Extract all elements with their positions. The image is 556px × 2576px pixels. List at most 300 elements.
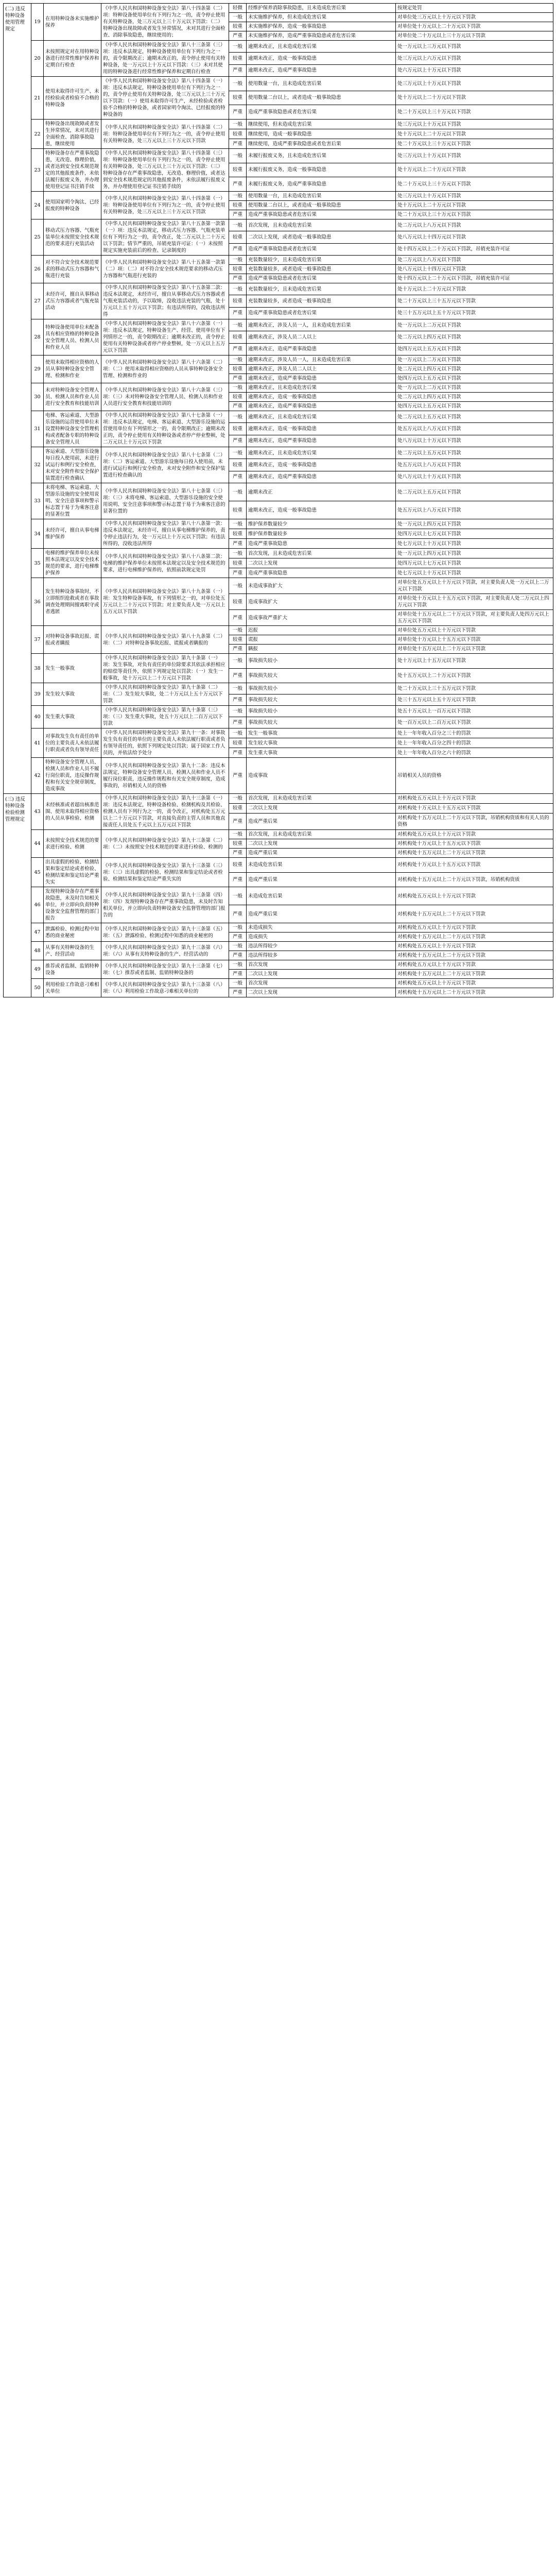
circumstance-cell: 发生重大事故	[247, 748, 396, 758]
circumstance-cell: 二次以上发现	[247, 988, 396, 997]
level-cell: 严重	[229, 668, 247, 683]
level-cell: 严重	[229, 568, 247, 578]
level-cell: 较重	[229, 803, 247, 813]
level-cell: 一般	[229, 355, 247, 365]
level-cell: 严重	[229, 64, 247, 76]
table-row	[4, 411, 553, 423]
circumstance-cell: 造成严重事故隐患或者危害后果	[247, 274, 396, 283]
circumstance-cell: 逾期未改正，涉及人员一人，且未造成危害后果	[247, 355, 396, 365]
level-cell: 较重	[229, 558, 247, 568]
penalty-standard-cell: 处二万元以上四万元以下罚款	[396, 393, 553, 402]
number-cell: 50	[31, 979, 44, 997]
penalty-standard-cell: 对单位处十五万元以上二十万元以下罚款，对主要负责人处四万元以上五万元以下罚款	[396, 610, 553, 626]
circumstance-cell: 逾期未改正，造成一般事故隐患	[247, 423, 396, 435]
penalty-standard-cell: 处二十万元以上三十万元以下罚款	[396, 139, 553, 149]
circumstance-cell: 二次以上发现	[247, 970, 396, 979]
penalty-standard-cell: 处上一年年收入百分之四十的罚款	[396, 738, 553, 748]
level-cell: 较重	[229, 53, 247, 64]
legal-basis-cell: 《中华人民共和国特种设备安全法》第八十四条第（二）项：特种设备使用单位有下列行为之一的，责令停止使用有关特种设备，处三万元以上三十万元以下罚款：（二）特种设备出现故障或者发生异常情况，未对其进行全面检查、消除事故隐患，继续使用的；	[101, 4, 229, 41]
circumstance-cell: 逾期未改正，且未造成危害后果	[247, 411, 396, 423]
penalty-standard-cell: 处三万元以上十万元以下罚款	[396, 77, 553, 91]
violation-cell: 未经许可，擅自从事电梯维护保养	[44, 519, 101, 549]
number-cell: 33	[31, 483, 44, 519]
circumstance-cell: 使用数量二台以上，或者造成一般事故隐患	[247, 201, 396, 210]
violation-cell: 客运索道、大型游乐设施每日投入使用前，未进行试运行和例行安全检查，未对安全附件和安全保护装置进行检查确认	[44, 447, 101, 483]
circumstance-cell: 未实施维护保养，造成一般事故隐患	[247, 22, 396, 31]
circumstance-cell: 造成事故	[247, 758, 396, 794]
number-cell: 37	[31, 626, 44, 654]
number-cell: 36	[31, 578, 44, 626]
penalty-standard-cell: 处八万元以上十四万元以下罚款	[396, 265, 553, 274]
penalty-standard-cell: 处三万元以上十万元以下罚款	[396, 120, 553, 129]
circumstance-cell: 未实施维护保养，但未造成危害后果	[247, 13, 396, 22]
circumstance-cell: 未造成事故扩大	[247, 578, 396, 594]
table-row	[4, 979, 553, 988]
penalty-standard-cell: 处八万元以上十万元以下罚款	[396, 435, 553, 447]
table-row	[4, 483, 553, 501]
penalty-standard-cell: 处十万元以上二十万元以下罚款	[396, 283, 553, 295]
violation-cell: 电梯、客运索道、大型游乐设施的运营使用单位未设置特种设备安全管理机构或者配备专职的特种设备安全管理人员	[44, 411, 101, 447]
table-row	[4, 706, 553, 717]
penalty-standard-cell: 对单位处十万元以上二十万元以下罚款	[396, 22, 553, 31]
table-row	[4, 923, 553, 933]
penalty-standard-cell: 处一万元以上三万元以下罚款	[396, 41, 553, 53]
level-cell: 严重	[229, 31, 247, 41]
penalty-standard-cell: 对单位处三万元以上十万元以下罚款	[396, 13, 553, 22]
level-cell: 较重	[229, 22, 247, 31]
legal-basis-cell: 《中华人民共和国特种设备安全法》第八十八条第一款：违反本法规定，未经许可，擅自从事电梯维护保养的，责令停止违法行为，处一万元以上十万元以下罚款；有违法所得的，没收违法所得	[101, 519, 229, 549]
level-cell: 一般	[229, 942, 247, 951]
circumstance-cell: 造成严重事故隐患	[247, 539, 396, 549]
level-cell: 较重	[229, 393, 247, 402]
level-cell: 一般	[229, 706, 247, 717]
number-cell: 44	[31, 830, 44, 858]
legal-basis-cell: 《中华人民共和国特种设备安全法》第八十四条第（三）项：特种设备使用单位有下列行为之一的，责令停止使用有关特种设备，处三万元以上三十万元以下罚款：（三）特种设备存在严重事故隐患，无改造、修理价值，或者达到安全技术规范规定的其他报废条件，未依法履行报废义务，并办理使用登记证书注销手续的	[101, 149, 229, 192]
penalty-standard-cell: 处二万元以上五万元以下罚款	[396, 447, 553, 459]
number-cell: 21	[31, 77, 44, 120]
level-cell: 一般	[229, 149, 247, 163]
level-cell: 严重	[229, 610, 247, 626]
penalty-standard-cell: 处二万元以上五万元以下罚款	[396, 483, 553, 501]
violation-cell: 使用国家明令淘汰、已经报废的特种设备	[44, 192, 101, 219]
level-cell: 严重	[229, 402, 247, 411]
penalty-standard-cell: 处十四万元以上二十万元以下罚款，吊销充装许可证	[396, 274, 553, 283]
penalty-standard-cell: 处八万元以上十四万元以下罚款	[396, 231, 553, 243]
level-cell: 较重	[229, 201, 247, 210]
number-cell: 27	[31, 283, 44, 319]
penalty-standard-cell: 处三万元以上六万元以下罚款	[396, 53, 553, 64]
penalty-standard-cell: 对单位处十万元以上十五万元以下罚款，对主要负责人处二万元以上四万元以下罚款	[396, 594, 553, 610]
level-cell: 严重	[229, 210, 247, 219]
legal-basis-cell: 《中华人民共和国特种设备安全法》第八十七条第（三）项：（三）未将电梯、客运索道、大型游乐设施的安全使用说明、安全注意事项和警示标志置于易于为乘客注意的显著位置的	[101, 483, 229, 519]
violation-cell: 对不符合安全技术规范要求的移动式压力容器和气瓶进行充装	[44, 256, 101, 283]
circumstance-cell: 事故损失较大	[247, 717, 396, 728]
circumstance-cell: 使用数量二台以上，或者造成一般事故隐患	[247, 91, 396, 105]
circumstance-cell: 逾期未改正，涉及人员二人以上	[247, 331, 396, 343]
legal-basis-cell: 《中华人民共和国特种设备安全法》第八十五条第一款第（二）项：（二）对不符合安全技术规范要求的移动式压力容器和气瓶进行充装的	[101, 256, 229, 283]
penalty-standard-cell: 对机构处十万元以上十五万元以下罚款	[396, 839, 553, 849]
circumstance-cell: 维护保养数量较少	[247, 519, 396, 529]
legal-basis-cell: 《中华人民共和国特种设备安全法》第八十四条第（二）项：特种设备使用单位有下列行为之一的，责令停止使用有关特种设备，处三万元以上三十万元以下罚款	[101, 120, 229, 149]
violation-cell: 特种设备安全管理人员、检测人员和作业人员不履行岗位职责，违反操作规程和有关安全规章制度，造成事故	[44, 758, 101, 794]
circumstance-cell: 未履行报废义务，造成一般事故隐患	[247, 163, 396, 177]
level-cell: 严重	[229, 758, 247, 794]
level-cell: 严重	[229, 717, 247, 728]
penalty-standard-cell: 处三十五万元以上五十万元以下罚款	[396, 694, 553, 706]
table-row	[4, 578, 553, 594]
penalty-standard-cell: 对机构处十五万元以上二十万元以下罚款	[396, 933, 553, 942]
penalty-standard-cell: 处一万元以上四万元以下罚款	[396, 549, 553, 558]
violation-cell: 使用未取得许可生产、未经检验或者检验不合格的特种设备	[44, 77, 101, 120]
circumstance-cell: 继续使用，但未造成危害后果	[247, 120, 396, 129]
level-cell: 一般	[229, 256, 247, 265]
penalty-standard-cell: 对机构处十万元以上十五万元以下罚款	[396, 803, 553, 813]
penalty-standard-cell: 处十五万元以上二十万元以下罚款	[396, 668, 553, 683]
circumstance-cell: 造成事故严重扩大	[247, 610, 396, 626]
violation-cell: 特种设备出现故障或者发生异常情况，未对其进行全面检查、消除事故隐患，继续使用	[44, 120, 101, 149]
penalty-standard-cell: 处二十万元以上三十五万元以下罚款	[396, 683, 553, 694]
legal-basis-cell: 《中华人民共和国特种设备安全法》第九十三条第（四）项：（四）发现特种设备存在严重事故隐患，未及时告知相关单位，并立即向负责特种设备安全监督管理的部门报告的	[101, 887, 229, 923]
table-row	[4, 283, 553, 295]
level-cell: 较重	[229, 635, 247, 645]
level-cell: 严重	[229, 645, 247, 654]
number-cell: 34	[31, 519, 44, 549]
table-row	[4, 447, 553, 459]
level-cell: 严重	[229, 307, 247, 319]
table-row	[4, 256, 553, 265]
table-row	[4, 887, 553, 905]
violation-cell: 使用未取得相应资格的人员从事特种设备安全管理、检测和作业	[44, 355, 101, 383]
table-row	[4, 120, 553, 129]
level-cell: 严重	[229, 243, 247, 255]
penalty-standard-cell: 处上一年年收入百分之三十的罚款	[396, 728, 553, 738]
circumstance-cell: 逾期未改正，造成一般事故隐患	[247, 501, 396, 519]
penalty-standard-cell: 处二万元以上四万元以下罚款	[396, 365, 553, 374]
penalty-standard-cell: 对机构处五万元以上十万元以下罚款	[396, 794, 553, 804]
circumstance-cell: 事故损失较大	[247, 668, 396, 683]
number-cell: 32	[31, 447, 44, 483]
level-cell: 严重	[229, 105, 247, 120]
legal-basis-cell: 《中华人民共和国特种设备安全法》第九十三条第（五）项：（五）泄露检验、检测过程中知悉的商业秘密的	[101, 923, 229, 942]
violation-cell: 对特种设备事故迟报、谎报或者瞒报	[44, 626, 101, 654]
level-cell: 较重	[229, 459, 247, 471]
level-cell: 一般	[229, 683, 247, 694]
penalty-standard-cell: 处四万元以上七万元以下罚款	[396, 558, 553, 568]
circumstance-cell: 充装数量较多，或者造成一般事故隐患	[247, 295, 396, 307]
level-cell: 较重	[229, 529, 247, 539]
number-cell: 28	[31, 319, 44, 355]
circumstance-cell: 事故损失较小	[247, 654, 396, 669]
number-cell: 43	[31, 794, 44, 830]
number-cell: 48	[31, 942, 44, 960]
penalty-standard-cell: 处三万元以上十万元以下罚款	[396, 149, 553, 163]
table-row	[4, 654, 553, 669]
violation-cell: 未对特种设备安全管理人员、检测人员和作业人员进行安全教育和技能培训	[44, 383, 101, 411]
level-cell: 较重	[229, 163, 247, 177]
circumstance-cell: 充装数量较少，且未造成危害后果	[247, 283, 396, 295]
circumstance-cell: 逾期未改正，且未造成危害后果	[247, 41, 396, 53]
number-cell: 39	[31, 683, 44, 706]
penalty-standard-cell: 处二十万元以上三十五万元以下罚款	[396, 295, 553, 307]
penalty-standard-cell: 处一百万元以上二百万元以下罚款	[396, 717, 553, 728]
legal-basis-cell: 《中华人民共和国特种设备安全法》第九十一条：对事故发生负有责任的单位的主要负责人未依法履行职责或者负有领导责任的，依照下列规定处以罚款；属于国家工作人员的，并依法给予处分	[101, 728, 229, 758]
circumstance-cell: 首次发现，且未造成危害后果	[247, 794, 396, 804]
level-cell: 严重	[229, 933, 247, 942]
penalty-standard-cell: 处三万元以上十万元以下罚款	[396, 192, 553, 201]
table-row	[4, 4, 553, 13]
violation-cell: 发生重大事故	[44, 706, 101, 728]
penalty-standard-cell: 处五十万元以上一百万元以下罚款	[396, 706, 553, 717]
level-cell: 一般	[229, 120, 247, 129]
circumstance-cell: 使用数量一台，且未造成危害后果	[247, 77, 396, 91]
penalty-standard-cell: 对机构处十五万元以上二十万元以下罚款	[396, 951, 553, 960]
circumstance-cell: 造成严重事故隐患或者危害后果	[247, 210, 396, 219]
level-cell: 一般	[229, 41, 247, 53]
legal-basis-cell: 《中华人民共和国特种设备安全法》第八十五条第二款：违反本法规定，未经许可，擅自从事移动式压力容器或者气瓶充装活动的，予以取缔，没收违法充装的气瓶，处十万元以上五十万元以下罚款；有违法所得的，没收违法所得	[101, 283, 229, 319]
circumstance-cell: 逾期未改正，造成严重事故隐患	[247, 343, 396, 355]
penalty-discretion-table	[3, 3, 553, 997]
circumstance-cell: 经维护保养消除事故隐患，且未造成危害后果	[247, 4, 396, 13]
legal-basis-cell: 《中华人民共和国特种设备安全法》第九十三条第（三）项：（三）出具虚假的检验、检测结果和鉴定结论或者检验、检测结果和鉴定结论严重失实的	[101, 858, 229, 887]
penalty-standard-cell: 对机构处十五万元以上二十万元以下罚款	[396, 849, 553, 858]
circumstance-cell: 逾期未改正，造成一般事故隐患	[247, 393, 396, 402]
violation-cell: 未按照安全技术规范的要求进行检验、检测	[44, 830, 101, 858]
circumstance-cell: 逾期未改正，造成一般事故隐患	[247, 53, 396, 64]
circumstance-cell: 逾期未改正	[247, 483, 396, 501]
table-row	[4, 626, 553, 635]
penalty-standard-cell: 处四万元以上七万元以下罚款	[396, 529, 553, 539]
circumstance-cell: 二次以上发现	[247, 839, 396, 849]
circumstance-cell: 首次发现，且未造成危害后果	[247, 830, 396, 839]
table-row	[4, 41, 553, 53]
level-cell: 一般	[229, 979, 247, 988]
circumstance-cell: 造成严重后果	[247, 905, 396, 923]
level-cell: 一般	[229, 447, 247, 459]
penalty-standard-cell: 处七万元以上十万元以下罚款	[396, 568, 553, 578]
violation-cell: 推荐或者监制、监销特种设备	[44, 960, 101, 979]
table-row	[4, 519, 553, 529]
table-body	[4, 4, 553, 997]
violation-cell: 在用特种设备未实施维护保养	[44, 4, 101, 41]
penalty-standard-cell: 处十万元以上二十万元以下罚款	[396, 91, 553, 105]
circumstance-cell: 首次发现	[247, 979, 396, 988]
table-row	[4, 149, 553, 163]
circumstance-cell: 未造成危害后果	[247, 858, 396, 873]
penalty-standard-cell: 对机构处五万元以上十万元以下罚款	[396, 887, 553, 905]
level-cell: 严重	[229, 177, 247, 192]
table-row	[4, 383, 553, 393]
penalty-standard-cell: 对机构处五万元以上十万元以下罚款	[396, 923, 553, 933]
level-cell: 较重	[229, 365, 247, 374]
circumstance-cell: 逾期未改正，造成严重事故隐患	[247, 471, 396, 483]
violation-cell: 从事有关特种设备的生产、经营活动	[44, 942, 101, 960]
penalty-standard-cell: 处八万元以上十万元以下罚款	[396, 471, 553, 483]
circumstance-cell: 事故损失较小	[247, 683, 396, 694]
circumstance-cell: 造成严重后果	[247, 849, 396, 858]
violation-cell: 特种设备存在严重事故隐患，无改造、修理价值，或者达到安全技术规范规定的其他报废条件，未依法履行报废义务，并办理使用登记证书注销手续	[44, 149, 101, 192]
level-cell: 严重	[229, 951, 247, 960]
level-cell: 一般	[229, 192, 247, 201]
circumstance-cell: 违法所得较多	[247, 951, 396, 960]
circumstance-cell: 事故损失较小	[247, 706, 396, 717]
penalty-standard-cell: 处二万元以上五万元以下罚款	[396, 411, 553, 423]
legal-basis-cell: 《中华人民共和国特种设备安全法》第八十九条第（二）项：（二）对特种设备事故迟报、谎报或者瞒报的	[101, 626, 229, 654]
table-row	[4, 728, 553, 738]
penalty-standard-cell: 处一万元以上二万元以下罚款	[396, 319, 553, 331]
level-cell: 一般	[229, 923, 247, 933]
circumstance-cell: 造成损失	[247, 933, 396, 942]
level-cell: 较重	[229, 231, 247, 243]
violation-cell: 对事故发生负有责任的单位的主要负责人未依法履行职责或者负有领导责任	[44, 728, 101, 758]
number-cell: 49	[31, 960, 44, 979]
level-cell: 一般	[229, 654, 247, 669]
level-cell: 严重	[229, 849, 247, 858]
penalty-standard-cell: 对单位处十五万元以上二十万元以下罚款	[396, 645, 553, 654]
penalty-standard-cell: 处二万元以上八万元以下罚款	[396, 256, 553, 265]
circumstance-cell: 事故损失较大	[247, 694, 396, 706]
circumstance-cell: 继续使用，造成严重事故隐患或者危害后果	[247, 139, 396, 149]
penalty-standard-cell: 对机构处十五万元以上二十万元以下罚款	[396, 988, 553, 997]
level-cell: 较重	[229, 423, 247, 435]
circumstance-cell: 逾期未改正，涉及人员一人，且未造成危害后果	[247, 319, 396, 331]
circumstance-cell: 使用数量一台，且未造成危害后果	[247, 192, 396, 201]
legal-basis-cell: 《中华人民共和国特种设备安全法》第九十条第（三）项：（三）发生重大事故，处五十万元以上二百万元以下罚款	[101, 706, 229, 728]
violation-cell: 未将电梯、客运索道、大型游乐设施的安全使用说明、安全注意事项和警示标志置于易于为乘客注意的显著位置	[44, 483, 101, 519]
number-cell: 19	[31, 4, 44, 41]
circumstance-cell: 造成严重后果	[247, 872, 396, 887]
circumstance-cell: 逾期未改正，造成严重事故隐患	[247, 64, 396, 76]
table-row	[4, 319, 553, 331]
circumstance-cell: 造成严重事故隐患或者危害后果	[247, 105, 396, 120]
circumstance-cell: 逾期未改正，造成严重事故隐患	[247, 402, 396, 411]
penalty-standard-cell: 对机构处五万元以上十万元以下罚款	[396, 960, 553, 970]
table-row	[4, 830, 553, 839]
circumstance-cell: 二次以上发现，或者造成一般事故隐患	[247, 231, 396, 243]
circumstance-cell: 首次发现，且未造成危害后果	[247, 219, 396, 231]
circumstance-cell: 逾期未改正，涉及人员二人以上	[247, 365, 396, 374]
circumstance-cell: 发生较大事故	[247, 738, 396, 748]
penalty-standard-cell: 对单位处五万元以上十万元以下罚款，对主要负责人处一万元以上二万元以下罚款	[396, 578, 553, 594]
table-row	[4, 355, 553, 365]
level-cell: 一般	[229, 219, 247, 231]
level-cell: 较重	[229, 331, 247, 343]
table-row	[4, 758, 553, 794]
violation-cell: 电梯的维护保养单位未按照本法规定以及安全技术规范的要求，进行电梯维护保养	[44, 549, 101, 578]
circumstance-cell: 未实施维护保养，造成严重事故隐患或者危害后果	[247, 31, 396, 41]
penalty-standard-cell: 按规定处罚	[396, 4, 553, 13]
level-cell: 严重	[229, 905, 247, 923]
penalty-standard-cell: 处十万元以上十五万元以下罚款	[396, 654, 553, 669]
level-cell: 一般	[229, 283, 247, 295]
level-cell: 严重	[229, 274, 247, 283]
circumstance-cell: 首次发现，且未造成危害后果	[247, 549, 396, 558]
level-cell: 严重	[229, 872, 247, 887]
circumstance-cell: 逾期未改正，造成一般事故隐患	[247, 459, 396, 471]
penalty-standard-cell: 对机构处五万元以上十万元以下罚款	[396, 830, 553, 839]
level-cell: 严重	[229, 970, 247, 979]
table-row	[4, 77, 553, 91]
level-cell: 一般	[229, 626, 247, 635]
number-cell: 20	[31, 41, 44, 77]
penalty-standard-cell: 处一万元以上四万元以下罚款	[396, 519, 553, 529]
legal-basis-cell: 《中华人民共和国特种设备安全法》第八十九条第（一）项：发生特种设备事故，有下列情形之一的，对单位处五万元以上二十万元以下罚款；对主要负责人处一万元以上五万元以下罚款	[101, 578, 229, 626]
number-cell: 24	[31, 192, 44, 219]
penalty-standard-cell: 处十四万元以上二十万元以下罚款，吊销充装许可证	[396, 243, 553, 255]
level-cell: 严重	[229, 813, 247, 829]
penalty-standard-cell: 处六万元以上十万元以下罚款	[396, 64, 553, 76]
circumstance-cell: 造成严重事故隐患或者危害后果	[247, 307, 396, 319]
table-row	[4, 960, 553, 970]
number-cell: 29	[31, 355, 44, 383]
penalty-standard-cell: 对机构处五万元以上十万元以下罚款	[396, 942, 553, 951]
penalty-standard-cell: 对机构处十五万元以上二十万元以下罚款	[396, 905, 553, 923]
circumstance-cell: 逾期未改正，造成严重事故隐患	[247, 374, 396, 383]
circumstance-cell: 逾期未改正，且未造成危害后果	[247, 447, 396, 459]
circumstance-cell: 二次以上发现	[247, 558, 396, 568]
legal-basis-cell: 《中华人民共和国特种设备安全法》第八十六条第（二）项：（二）使用未取得相应资格的人员从事特种设备安全管理、检测和作业的	[101, 355, 229, 383]
legal-basis-cell: 《中华人民共和国特种设备安全法》第九十条第（二）项：（二）发生较大事故，处二十万元以上五十万元以下罚款	[101, 683, 229, 706]
penalty-standard-cell: 对单位处五万元以上十万元以下罚款	[396, 626, 553, 635]
circumstance-cell: 未履行报废义务，且未造成危害后果	[247, 149, 396, 163]
legal-basis-cell: 《中华人民共和国特种设备安全法》第八十六条第（一）项：违反本法规定，特种设备生产、经营、使用单位有下列情形之一的，责令限期改正；逾期未改正的，责令停止使用有关特种设备或者停产停业整顿，处一万元以上五万元以下罚款	[101, 319, 229, 355]
number-cell: 31	[31, 411, 44, 447]
category-cell: (二) 违反特种设备使用管理规定	[4, 4, 31, 794]
penalty-standard-cell: 处二万元以上八万元以下罚款	[396, 219, 553, 231]
level-cell: 一般	[229, 960, 247, 970]
circumstance-cell: 瞒报	[247, 645, 396, 654]
number-cell: 23	[31, 149, 44, 192]
circumstance-cell: 造成严重事故隐患	[247, 568, 396, 578]
circumstance-cell: 违法所得较少	[247, 942, 396, 951]
legal-basis-cell: 《中华人民共和国特种设备安全法》第九十三条第（一）项：违反本法规定，特种设备检验、检测机构及其检验、检测人员有下列行为之一的，责令改正，对机构处五万元以上二十万元以下罚款，对直接负责的主管人员和其他直接责任人员处五千元以上五万元以下罚款	[101, 794, 229, 830]
level-cell: 较重	[229, 839, 247, 849]
level-cell: 较重	[229, 501, 247, 519]
legal-basis-cell: 《中华人民共和国特种设备安全法》第八十四条第（一）项：违反本法规定，特种设备使用单位有下列行为之一的，责令停止使用有关特种设备，处三万元以上三十万元以下罚款：（一）使用未取得许可生产，未经检验或者检验不合格的特种设备，或者国家明令淘汰、已经报废的特种设备的	[101, 77, 229, 120]
table-row	[4, 549, 553, 558]
legal-basis-cell: 《中华人民共和国特种设备安全法》第九十条第（一）项：发生事故，对负有责任的单位除要求其依法承担相应的赔偿等责任外，依照下列规定处以罚款：（一）发生一般事故，处十万元以上二十万元以下罚款	[101, 654, 229, 683]
legal-basis-cell: 《中华人民共和国特种设备安全法》第八十六条第（三）项：（三）未对特种设备安全管理人员、检测人员和作业人员进行安全教育和技能培训的	[101, 383, 229, 411]
violation-cell: 利用检验工作故意刁难相关单位	[44, 979, 101, 997]
circumstance-cell: 充装数量较多，或者造成一般事故隐患	[247, 265, 396, 274]
circumstance-cell: 未造成危害后果	[247, 887, 396, 905]
level-cell: 严重	[229, 435, 247, 447]
number-cell: 22	[31, 120, 44, 149]
penalty-standard-cell: 处十万元以上二十万元以下罚款	[396, 163, 553, 177]
number-cell: 38	[31, 654, 44, 683]
circumstance-cell: 造成严重后果	[247, 813, 396, 829]
number-cell: 46	[31, 887, 44, 923]
level-cell: 较重	[229, 265, 247, 274]
level-cell: 较重	[229, 129, 247, 139]
penalty-standard-cell: 对机构处十五万元以上二十万元以下罚款，吊销机构资质	[396, 872, 553, 887]
number-cell: 25	[31, 219, 44, 256]
violation-cell: 发生一般事故	[44, 654, 101, 683]
number-cell: 40	[31, 706, 44, 728]
level-cell: 一般	[229, 319, 247, 331]
level-cell: 一般	[229, 728, 247, 738]
circumstance-cell: 发生一般事故	[247, 728, 396, 738]
penalty-standard-cell: 对单位处十万元以上十五万元以下罚款	[396, 635, 553, 645]
penalty-standard-cell: 对机构处十五万元以上二十万元以下罚款	[396, 970, 553, 979]
violation-cell: 出具虚假的检验、检测结果和鉴定结论或者检验、检测结果和鉴定结论严重失实	[44, 858, 101, 887]
penalty-standard-cell: 处上一年年收入百分之六十的罚款	[396, 748, 553, 758]
circumstance-cell: 造成事故扩大	[247, 594, 396, 610]
violation-cell: 发生特种设备事故时，不立即组织抢救或者在事故调查处理期间擅离职守或者逃匿	[44, 578, 101, 626]
level-cell: 轻微	[229, 4, 247, 13]
penalty-standard-cell: 处二万元以上四万元以下罚款	[396, 331, 553, 343]
level-cell: 一般	[229, 549, 247, 558]
number-cell: 47	[31, 923, 44, 942]
